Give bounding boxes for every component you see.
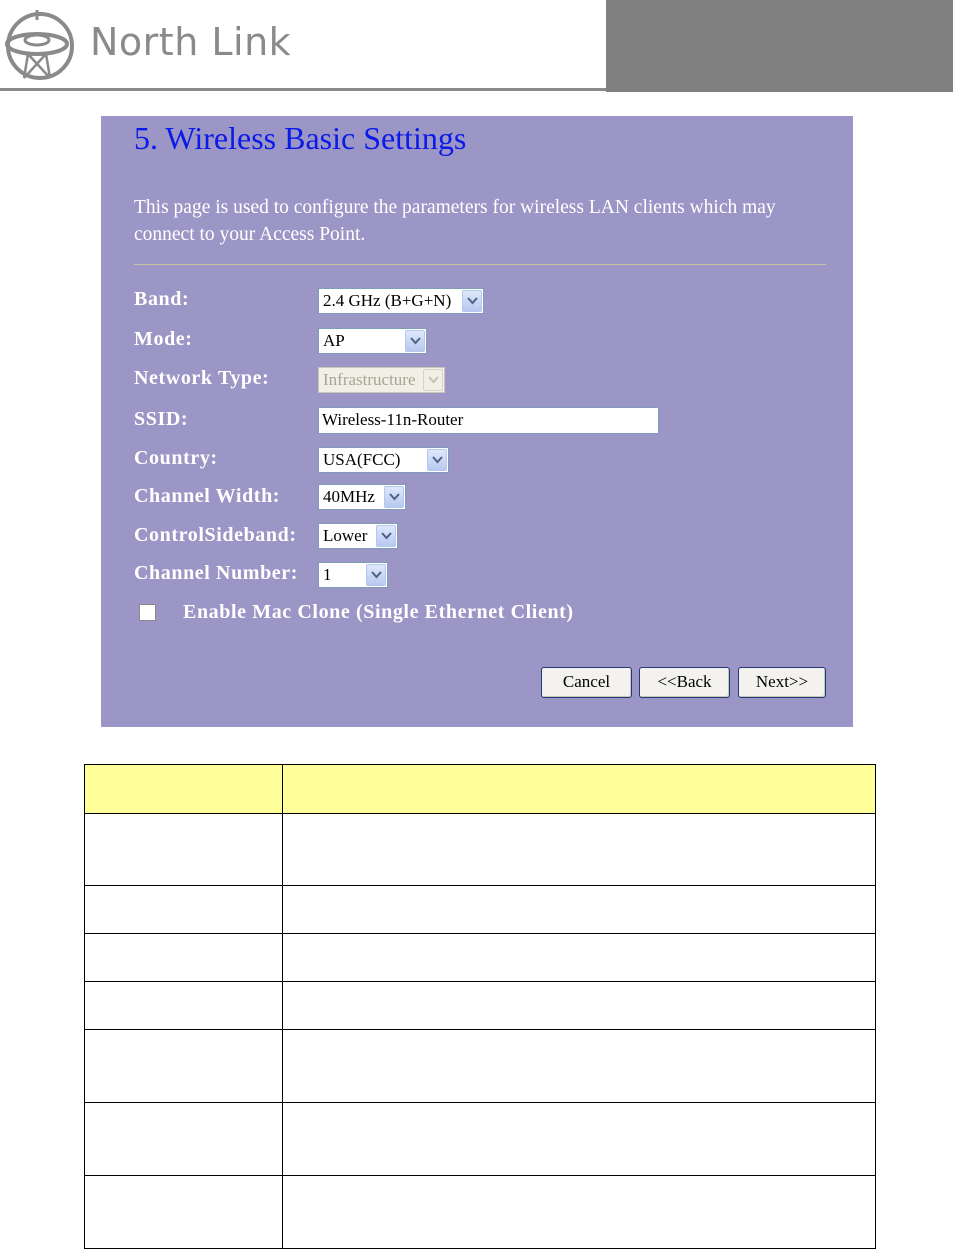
chevron-down-icon[interactable] [366, 564, 386, 586]
cancel-button[interactable]: Cancel [541, 667, 632, 698]
next-button[interactable]: Next>> [738, 667, 826, 698]
table-cell [283, 934, 876, 982]
mode-label: Mode: [134, 328, 193, 350]
table-row [85, 1030, 876, 1103]
control-sideband-label: ControlSideband: [134, 524, 297, 546]
network-type-select [318, 367, 445, 393]
chevron-down-icon [423, 369, 443, 391]
network-type-label: Network Type: [134, 367, 270, 389]
table-row [85, 1176, 876, 1249]
northlink-logo-icon [4, 6, 76, 82]
table-cell [85, 1103, 283, 1176]
chevron-down-icon[interactable] [384, 486, 404, 508]
brand-name: North Link [90, 20, 292, 64]
table-header-cell [283, 765, 876, 814]
control-sideband-value: Lower [323, 526, 368, 545]
chevron-down-icon[interactable] [376, 525, 396, 547]
channel-width-label: Channel Width: [134, 485, 281, 507]
channel-width-select[interactable] [318, 484, 406, 510]
table-cell [283, 1030, 876, 1103]
country-value: USA(FCC) [323, 450, 401, 469]
back-button[interactable]: <<Back [639, 667, 730, 698]
band-label: Band: [134, 288, 190, 310]
document-header [0, 0, 953, 95]
channel-number-select[interactable] [318, 562, 388, 588]
band-value: 2.4 GHz (B+G+N) [323, 291, 452, 310]
chevron-down-icon[interactable] [462, 290, 482, 312]
table-cell [85, 982, 283, 1030]
wireless-basic-settings-panel [101, 116, 853, 727]
table-cell [283, 886, 876, 934]
table-row [85, 886, 876, 934]
ssid-label: SSID: [134, 408, 189, 430]
page-description: This page is used to configure the parameters for wireless LAN clients which may connect to your Access Point. [134, 197, 776, 245]
country-select[interactable] [318, 447, 449, 473]
divider [134, 264, 826, 265]
chevron-down-icon[interactable] [427, 449, 447, 471]
channel-number-label: Channel Number: [134, 562, 299, 584]
page-title: 5. Wireless Basic Settings [134, 120, 467, 156]
table-cell [85, 886, 283, 934]
table-cell [283, 1176, 876, 1249]
table-header-cell [85, 765, 283, 814]
table-row [85, 814, 876, 886]
table-cell [85, 814, 283, 886]
table-cell [283, 814, 876, 886]
mac-clone-label: Enable Mac Clone (Single Ethernet Client) [183, 601, 574, 623]
network-type-value: Infrastructure [323, 370, 416, 389]
country-label: Country: [134, 447, 218, 469]
parameter-table [84, 764, 876, 1249]
table-cell [283, 1103, 876, 1176]
channel-number-value: 1 [323, 565, 332, 584]
ssid-input[interactable]: Wireless-11n-Router [318, 407, 659, 434]
channel-width-value: 40MHz [323, 487, 375, 506]
chevron-down-icon[interactable] [405, 330, 425, 352]
table-row [85, 982, 876, 1030]
table-row [85, 1103, 876, 1176]
header-gray-block [606, 0, 953, 92]
mode-select[interactable] [318, 328, 427, 354]
table-cell [85, 1176, 283, 1249]
table-cell [85, 1030, 283, 1103]
control-sideband-select[interactable] [318, 523, 398, 549]
mode-value: AP [323, 331, 345, 350]
band-select[interactable] [318, 288, 484, 314]
table-header-row [85, 765, 876, 814]
table-row [85, 934, 876, 982]
mac-clone-checkbox[interactable] [139, 604, 156, 621]
table-cell [283, 982, 876, 1030]
header-divider [0, 88, 606, 91]
table-cell [85, 934, 283, 982]
